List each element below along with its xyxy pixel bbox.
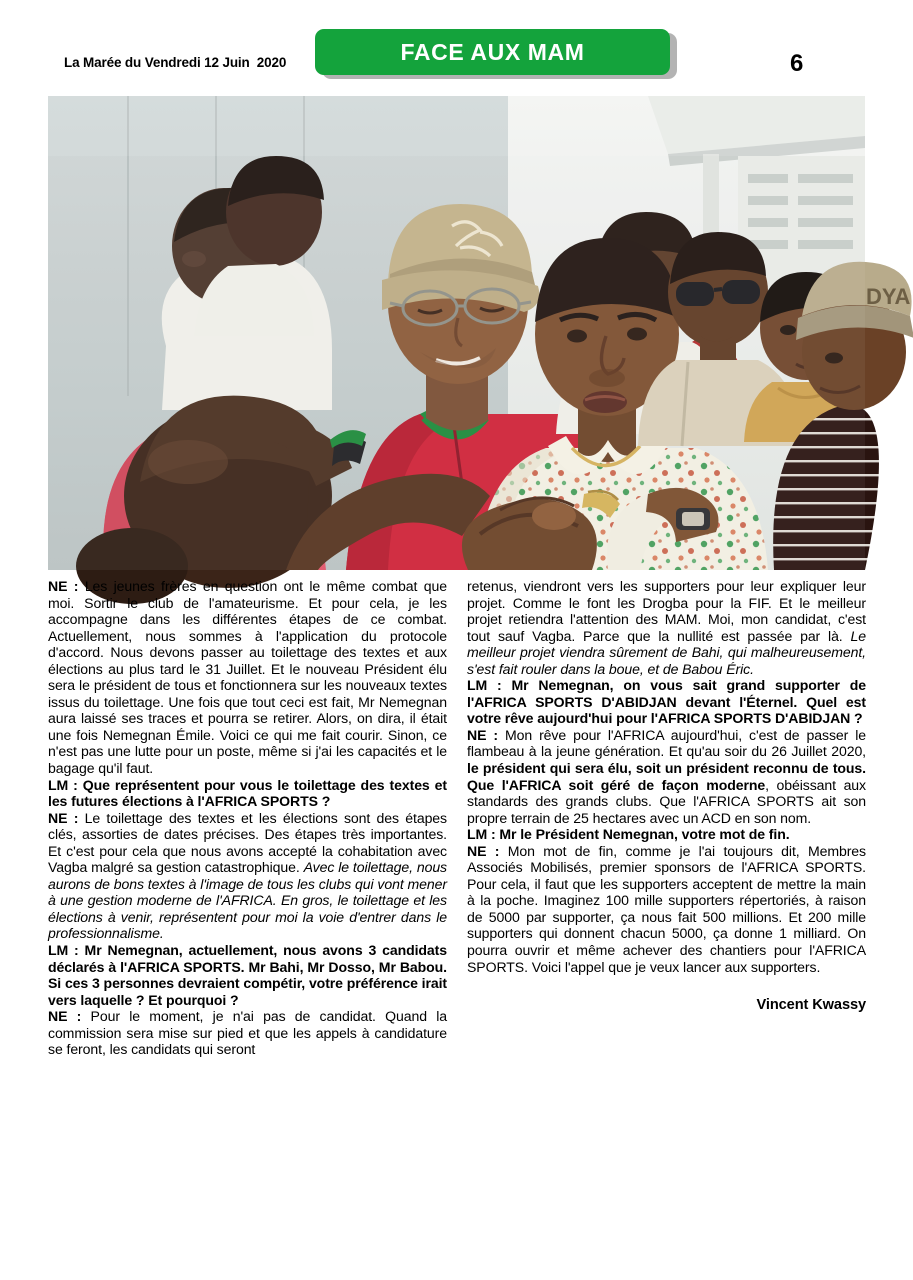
article-text-run: LM : Mr le Président Nemegnan, votre mot de fin. bbox=[467, 826, 790, 843]
article-paragraph bbox=[467, 843, 866, 975]
article-paragraph bbox=[467, 578, 866, 677]
article-text-run: retenus, viendront vers les supporters pour leur expliquer leur projet. Comme le font les Drogba pour la FIF. Et le meilleur projet retiendra l'attention des MAM. Moi, mon candidat, c'est tout sauf Vagba. Parce que la nullité est passée par là. bbox=[467, 578, 866, 644]
masthead-date: La Marée du Vendredi 12 Juin 2020 bbox=[64, 55, 287, 70]
article-text-run: Avec le toilettage, nous aurons de bons textes à l'image de tous les clubs qui vont mener à une gestion moderne de l'AFRICA. En gros, le toilettage et les élections à venir, représentent pour moi la voie d'entrer dans le professionnalisme. bbox=[48, 859, 447, 942]
article-paragraph bbox=[48, 1008, 447, 1058]
article-paragraph bbox=[467, 677, 866, 727]
article-text-run: Le meilleur projet viendra sûrement de Bahi, qui malheureusement, s'est fait rouler dans la boue, et de Babou Éric. bbox=[467, 627, 866, 677]
article-column-left bbox=[48, 578, 447, 1058]
article-paragraph bbox=[467, 727, 866, 826]
article-text-run: Le toilettage des textes et les élections sont des étapes clés, assorties de dates précises. Des étapes très importantes. Et c'est pour cela que nous avons accepté la cohabitation avec Vagba malgré sa gestion catastrophique. bbox=[48, 809, 447, 876]
article-text-run: NE : bbox=[48, 578, 85, 594]
article-text-run: , obéissant aux standards des grands clubs. Que l'AFRICA SPORTS ait son propre terrain de 25 hectares avec un ACD en son nom. bbox=[467, 776, 866, 826]
article-byline: Vincent Kwassy bbox=[756, 997, 866, 1014]
article-paragraph bbox=[48, 942, 447, 1008]
article-text-run: le président qui sera élu, soit un président reconnu de tous. Que l'AFRICA soit géré de façon moderne bbox=[467, 760, 866, 793]
article-body bbox=[48, 578, 866, 1168]
section-banner bbox=[315, 29, 670, 75]
article-text-run: LM : Mr Nemegnan, actuellement, nous avons 3 candidats déclarés à l'AFRICA SPORTS. Mr Bahi, Mr Dosso, Mr Babou. Si ces 3 personnes devraient compétir, votre préférence irait vers laquelle ? Et pourquoi ? bbox=[48, 942, 447, 1008]
article-text-run: LM : Que représentent pour vous le toilettage des textes et les futures élections à l'AFRICA SPORTS ? bbox=[48, 776, 447, 810]
page-number: 6 bbox=[790, 50, 804, 77]
article-text-run: Pour le moment, je n'ai pas de candidat. Quand la commission sera mise sur pied et que les appels à candidature se feront, les candidats qui seront bbox=[48, 1008, 448, 1058]
article-photo bbox=[48, 96, 911, 570]
article-paragraph bbox=[48, 578, 447, 777]
page-header bbox=[0, 0, 913, 95]
article-photo-illustration bbox=[48, 96, 911, 570]
article-text-run: Mon mot de fin, comme je l'ai toujours dit, Membres Associés Mobilisés, premier sponsors de l'AFRICA SPORTS. Pour cela, il faut que les supporters acceptent de mettre la main à la poche. Imaginez 100 mille supporters répertoriés, à raison de 5000 par supporter, ça nous fait 500 millions. Et 200 mille supporters qui donnent chacun 5000, ça donne 1 milliard. On pourra ouvrir et même achever des chantiers pour l'AFRICA SPORTS. Voici l'appel que je veux lancer aux supporters. bbox=[467, 842, 866, 975]
article-paragraph bbox=[467, 826, 866, 843]
article-text-run: NE : bbox=[467, 726, 505, 743]
article-column-right bbox=[467, 578, 866, 1014]
svg-text:DYA: DYA bbox=[866, 284, 911, 309]
article-text-run: Mon rêve pour l'AFRICA aujourd'hui, c'est de passer le flambeau à la jeune génération. Et qu'au soir du 26 Juillet 2020, bbox=[467, 726, 866, 760]
article-text-run: NE : bbox=[467, 842, 508, 859]
article-paragraph bbox=[48, 777, 447, 810]
article-paragraph bbox=[48, 810, 447, 942]
article-text-run: NE : bbox=[48, 1008, 91, 1025]
article-text-run: NE : bbox=[48, 809, 85, 826]
section-banner-title: FACE AUX MAM bbox=[400, 38, 585, 65]
article-text-run: LM : Mr Nemegnan, on vous sait grand supporter de l'AFRICA SPORTS D'ABIDJAN devant l'Éternel. Quel est votre rêve aujourd'hui pour l'AFRICA SPORTS D'ABIDJAN ? bbox=[467, 677, 866, 727]
article-text-run: Les jeunes frères en question ont le même combat que moi. Sortir le club de l'amateurisme. Et pour cela, je les accompagne dans les différentes étapes de ce combat. Actuellement, nous sommes à l'application du protocole d'accord. Nous devons passer au toilettage des textes et aux élections au plus tard le 31 Juillet. Et le nouveau Président élu sera le président de tous et fonctionnera sur les nouveaux textes issus du toilettage. Une fois que tout ceci est fait, Mr Nemegnan aura laissé ses traces et pourra se retirer. Alors, on dira, il était une fois Nemegnan Émile. Voici ce qui me fait courir. Sinon, ce n'est pas une lutte pour un poste, même si j'ai les capacités et le bagage qu'il faut. bbox=[48, 578, 447, 777]
